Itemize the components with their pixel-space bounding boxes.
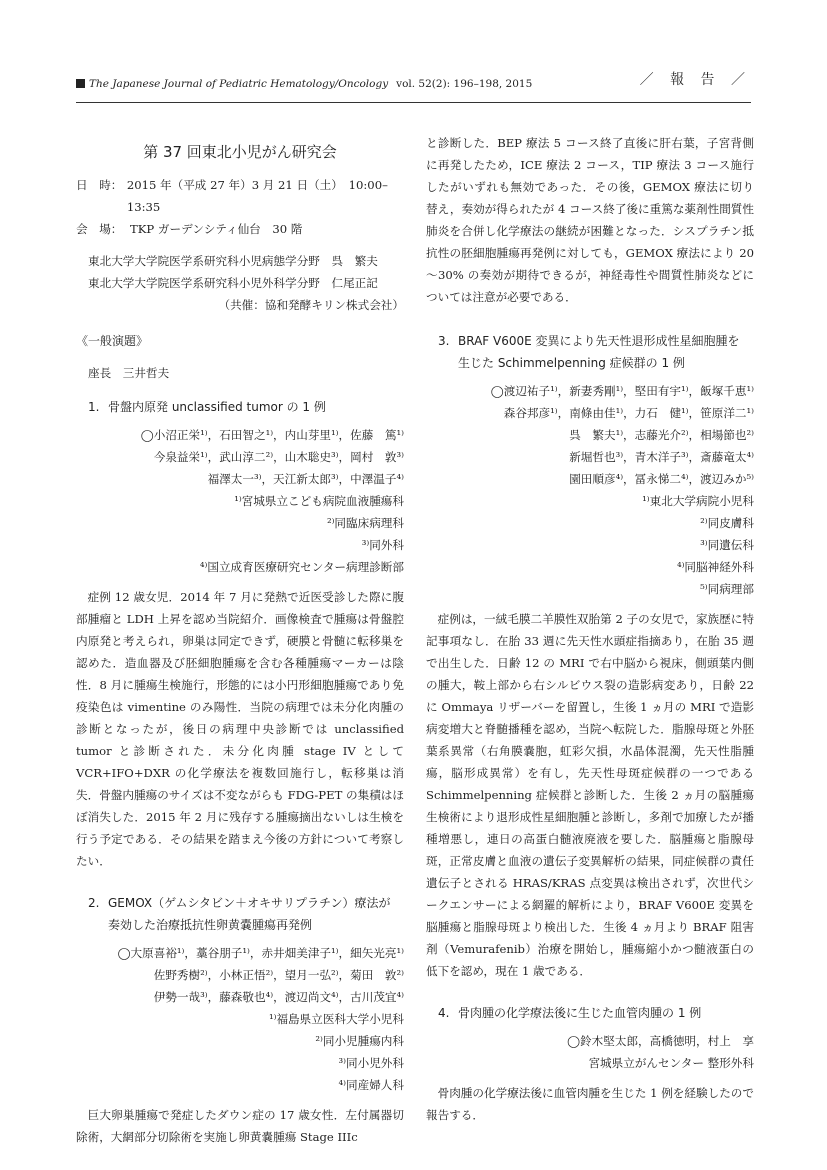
author-line: 今泉益栄¹⁾，武山淳二²⁾，山木聡史³⁾，岡村 敦³⁾	[153, 450, 404, 464]
author-line: 園田順彦⁴⁾，冨永悌二⁴⁾，渡辺みか⁵⁾	[569, 472, 754, 486]
header-rule	[76, 102, 751, 103]
venue-value: TKP ガーデンシティ仙台 30 階	[130, 222, 303, 236]
author-line: ◯渡辺祐子¹⁾，新妻秀剛¹⁾，堅田有宇¹⁾，飯塚千恵¹⁾	[490, 384, 754, 398]
author-line: 呉 繁夫¹⁾，志藤光介²⁾，相場節也²⁾	[569, 428, 754, 442]
talk2-authors	[76, 942, 404, 1008]
left-column	[76, 132, 404, 1148]
meeting-date	[76, 174, 404, 218]
journal-name: The Japanese Journal of Pediatric Hematology/Oncology	[89, 78, 389, 90]
meeting-venue	[76, 218, 404, 240]
affiliation-line: ³⁾同遺伝科	[700, 538, 754, 552]
organizer-2: 東北大学大学院医学系研究科小児外科学分野 仁尾正記	[88, 276, 378, 290]
author-line: ◯小沼正栄¹⁾，石田智之¹⁾，内山芽里¹⁾，佐藤 篤¹⁾	[140, 428, 404, 442]
section-heading: 《一般演題》	[76, 334, 149, 348]
talk2-affiliations	[76, 1008, 404, 1096]
talk2-abstract-cont: と診断した．BEP 療法 5 コース終了直後に肝右葉，子宮背側に再発したため，ICE 療法 2 コース，TIP 療法 3 コース施行したがいずれも無効であった．その後，GEMOX 療法に切り替え，奏効が得られたが 4 コース終了後に重篤な薬剤性間質性肺炎を合併し化学療法の継続が困難となった．シスプラチン抵抗性の胚細胞腫瘍再発例に対しても，GEMOX 療法により 20～30% の奏効が期待できるが，神経毒性や間質性肺炎などについては注意が必要である．	[426, 136, 754, 304]
talk2-number: 2.	[88, 896, 100, 910]
talk2-abstract-start: 巨大卵巣腫瘍で発症したダウン症の 17 歳女性．左付属器切除術，大網部分切除術を実施し卵黄嚢腫瘍 Stage IIIc	[76, 1108, 404, 1144]
author-line: 伊勢一哉³⁾，藤森敬也⁴⁾，渡辺尚文⁴⁾，古川茂宜⁴⁾	[153, 990, 404, 1004]
affiliation-line: ²⁾同臨床病理科	[326, 516, 404, 530]
talk4-title-text: 骨肉腫の化学療法後に生じた血管肉腫の 1 例	[458, 1006, 702, 1020]
section-label: ／ 報 告 ／	[639, 72, 751, 88]
author-line: 福澤太一³⁾，天江新太郎³⁾，中澤温子⁴⁾	[207, 472, 404, 486]
sponsor: （共催：協和発酵キリン株式会社）	[218, 298, 404, 312]
talk1-authors	[76, 424, 404, 490]
meeting-title: 第 37 回東北小児がん研究会	[143, 143, 337, 161]
affiliation-line: ⁵⁾同病理部	[700, 582, 754, 596]
affiliation-line: ³⁾同小児外科	[338, 1056, 404, 1070]
affiliation-line: ⁴⁾国立成育医療研究センター病理診断部	[199, 560, 404, 574]
talk3-abstract: 症例は，一絨毛膜二羊膜性双胎第 2 子の女児で，家族歴に特記事項なし．在胎 33 週に先天性水頭症指摘あり，在胎 35 週で出生した．日齢 12 の MRI で右中脳から視床，側頭葉内側の腫大，鞍上部から右シルビウス裂の造影病変あり，日齢 22 に Ommaya リザーバーを留置し，生後 1 ヵ月の MRI で造影病変増大と脊髄播種を認め，当院へ転院した．脂腺母斑と外胚葉系異常（右角膜嚢胞，虹彩欠損，水晶体混濁，先天性脂腫瘍，脳形成異常）を有し，先天性母斑症候群の一つである Schimmelpenning 症候群と診断した．生後 2 ヵ月の脳腫瘍生検術により退形成性星細胞腫と診断し，多剤で加療したが播種増悪し，連日の高蛋白髄液廃液を要した．脳腫瘍と脂腺母斑，正常皮膚と血液の遺伝子変異解析の結果，同症候群の責任遺伝子とされる HRAS/KRAS 点変異は検出されず，次世代シークエンサーによる網羅的解析により，BRAF V600E 変異を脳腫瘍と脂腺母斑より検出した．生後 4 ヵ月より BRAF 阻害剤（Vemurafenib）治療を開始し，腫瘍縮小かつ髄液蛋白の低下を認め，現在 1 歳である．	[426, 612, 754, 978]
talk1-title	[76, 396, 404, 418]
square-bullet-icon	[76, 79, 85, 88]
right-column	[426, 132, 754, 1126]
author-line: 新堀哲也³⁾，青木洋子³⁾，斎藤竜太⁴⁾	[569, 450, 754, 464]
talk4-abstract: 骨肉腫の化学療法後に血管肉腫を生じた 1 例を経験したので報告する．	[426, 1086, 754, 1122]
affiliation-line: ¹⁾福島県立医科大学小児科	[268, 1012, 404, 1026]
affiliation-line: 宮城県立がんセンター 整形外科	[588, 1056, 754, 1070]
talk4-authors	[426, 1030, 754, 1052]
affiliation-line: ²⁾同皮膚科	[700, 516, 754, 530]
chairperson: 座長 三井哲夫	[88, 366, 170, 380]
affiliation-line: ³⁾同外科	[361, 538, 404, 552]
talk3-title	[426, 330, 754, 374]
talk3-title-line2: 生じた Schimmelpenning 症候群の 1 例	[458, 356, 685, 370]
organizer-1: 東北大学大学院医学系研究科小児病態学分野 呉 繁夫	[88, 254, 378, 268]
author-line: 佐野秀樹²⁾，小林正悟²⁾，望月一弘²⁾，菊田 敦²⁾	[153, 968, 404, 982]
date-label: 日 時：	[76, 178, 123, 192]
talk3-title-line1: BRAF V600E 変異により先天性退形成性星細胞腫を	[458, 334, 740, 348]
volume-info: vol. 52(2): 196–198, 2015	[396, 78, 533, 90]
talk4-number: 4.	[438, 1006, 450, 1020]
affiliation-line: ¹⁾宮城県立こども病院血液腫瘍科	[234, 494, 404, 508]
talk2-title-line2: 奏効した治療抵抗性卵黄嚢腫瘍再発例	[108, 918, 313, 932]
talk1-abstract: 症例 12 歳女児．2014 年 7 月に発熱で近医受診した際に腹部腫瘤と LDH 上昇を認め当院紹介．画像検査で腫瘍は骨盤腔内原発と考えられ，卵巣は同定できず，硬膜と骨髄に転移巣を認めた．造血器及び胚細胞腫瘍を含む各種腫瘍マーカーは陰性．8 月に腫瘍生検施行，形態的には小円形細胞腫瘍であり免疫染色は vimentine のみ陽性．当院の病理では未分化肉腫の診断となったが，後日の病理中央診断では unclassified tumor と診断された．未分化肉腫 stage IV として VCR+IFO+DXR の化学療法を複数回施行し，転移巣は消失．骨盤内腫瘍のサイズは不変ながらも FDG-PET の集積はほぼ消失した．2015 年 2 月に残存する腫瘍摘出ないしは生検を行う予定である．その結果を踏まえ今後の方針について考察したい．	[76, 590, 404, 868]
affiliation-line: ⁴⁾同脳神経外科	[676, 560, 754, 574]
running-header	[76, 73, 751, 97]
talk1-number: 1.	[88, 400, 100, 414]
talk2-title	[76, 892, 404, 936]
author-line: ◯大原喜裕¹⁾，藁谷朋子¹⁾，赤井畑美津子¹⁾，細矢光亮¹⁾	[117, 946, 404, 960]
venue-label: 会 場：	[76, 222, 123, 236]
talk3-affiliations	[426, 490, 754, 600]
affiliation-line: ⁴⁾同産婦人科	[338, 1078, 404, 1092]
talk4-title	[426, 1002, 754, 1024]
affiliation-line: ¹⁾東北大学病院小児科	[642, 494, 754, 508]
talk1-title-text: 骨盤内原発 unclassified tumor の 1 例	[108, 400, 326, 414]
talk1-affiliations	[76, 490, 404, 578]
affiliation-line: ²⁾同小児腫瘍内科	[315, 1034, 404, 1048]
author-line: ◯鈴木堅太郎，高橋徳明，村上 享	[567, 1034, 754, 1048]
talk3-number: 3.	[438, 334, 450, 348]
talk4-affiliations	[426, 1052, 754, 1074]
author-line: 森谷邦彦¹⁾，南條由佳¹⁾，力石 健¹⁾，笹原洋二¹⁾	[503, 406, 754, 420]
talk2-title-line1: GEMOX（ゲムシタビン＋オキサリプラチン）療法が	[108, 896, 391, 910]
date-value: 2015 年（平成 27 年）3 月 21 日（土） 10:00–13:35	[126, 178, 388, 214]
talk3-authors	[426, 380, 754, 490]
